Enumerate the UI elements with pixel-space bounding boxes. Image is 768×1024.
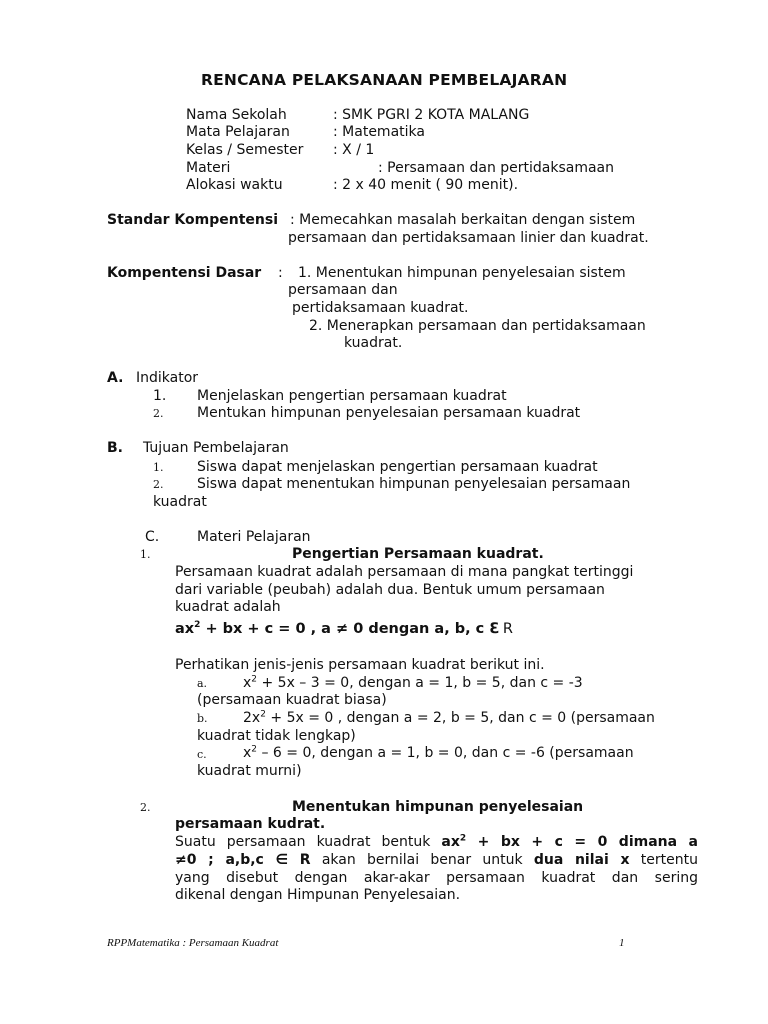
example-equation [243,745,634,762]
identity-value: : Persamaan dan pertidaksamaan [378,160,615,176]
paragraph-line: dari variable (peubah) adalah dua. Bentuk umum persamaan [175,582,605,598]
paragraph-line: yang disebut dengan akar-akar persamaan kuadrat dan sering [175,870,698,886]
inline-formula: ≠0 ; a,b,c ∈ R [175,852,311,868]
equation-part: 2x [243,710,261,726]
list-number: 2. [153,407,164,420]
equation-exponent: 2 [251,674,258,685]
footer-text: RPPMatematika : Persamaan Kuadrat [107,937,279,949]
identity-value: : SMK PGRI 2 KOTA MALANG [333,107,530,123]
section-letter: A. [107,370,124,386]
list-number: 1. [153,388,167,404]
formula-part: ax [175,621,195,637]
kompetensi-text: persamaan dan [288,282,398,298]
formula-part: + bx + c = 0 dimana a [466,834,698,850]
list-item: Siswa dapat menentukan himpunan penyelesaian persamaan [197,476,631,492]
list-item: Mentukan himpunan penyelesaian persamaan kuadrat [197,405,581,421]
list-number: 1. [153,461,164,474]
kompetensi-text: pertidaksamaan kuadrat. [292,300,469,316]
subsection-title: Pengertian Persamaan kuadrat. [292,546,544,562]
example-letter: b. [197,712,208,725]
kompetensi-text: 1. Menentukan himpunan penyelesaian sistem [298,265,626,281]
text-run: akan bernilai benar untuk [321,852,523,868]
identity-label: Nama Sekolah [186,107,287,123]
list-item: Siswa dapat menjelaskan pengertian persamaan kuadrat [197,459,598,475]
identity-value: : Matematika [333,124,425,140]
identity-value: : 2 x 40 menit ( 90 menit). [333,177,519,193]
example-continuation: (persamaan kuadrat biasa) [197,692,387,708]
paragraph-line [175,834,698,851]
identity-value: : X / 1 [333,142,375,158]
page-number: 1 [619,937,625,949]
subsection-number: 2. [140,801,151,814]
example-letter: a. [197,677,208,690]
subsection-title: persamaan kudrat. [175,816,326,832]
equation-part: + 5x = 0 , dengan a = 2, b = 5, dan c = 0 (persamaan [265,710,655,726]
text-run: dua nilai x [533,852,630,868]
paragraph-line: dikenal dengan Himpunan Penyelesaian. [175,887,461,903]
formula-part: R [498,621,513,637]
example-equation [243,710,655,727]
kompetensi-text: kuadrat. [344,335,403,351]
example-letter: c. [197,748,207,761]
formula-part: + bx + c = 0 , a ≠ 0 dengan a, b, c [200,621,490,637]
identity-label: Alokasi waktu [186,177,283,193]
example-continuation: kuadrat murni) [197,763,302,779]
example-continuation: kuadrat tidak lengkap) [197,728,356,744]
text-run: tertentu [640,852,698,868]
list-item-continuation: kuadrat [153,494,207,510]
formula-exponent: 2 [194,620,201,631]
example-equation [243,675,583,692]
paragraph-line [175,852,698,869]
kompetensi-label: Kompentensi Dasar [107,265,262,281]
kompetensi-text: 2. Menerapkan persamaan dan pertidaksamaan [309,318,646,334]
equation-part: x [243,675,252,691]
section-heading: Tujuan Pembelajaran [143,440,289,456]
standar-text: : Memecahkan masalah berkaitan dengan sistem [290,212,636,228]
standar-label: Standar Kompentensi [107,212,279,228]
section-heading: Materi Pelajaran [197,529,311,545]
paragraph-line: Perhatikan jenis-jenis persamaan kuadrat berikut ini. [175,657,545,673]
equation-part: – 6 = 0, dengan a = 1, b = 0, dan c = -6 (persamaan [257,745,634,761]
formula-part: ax [441,834,460,850]
section-letter: C. [145,529,160,545]
equation-part: x [243,745,252,761]
element-of-symbol: ℇ [489,621,499,637]
inline-formula [441,834,698,850]
identity-label: Kelas / Semester [186,142,304,158]
formula-exponent: 2 [459,833,467,844]
text-run: Suatu persamaan kuadrat bentuk [175,834,431,850]
standar-text: persamaan dan pertidaksamaan linier dan kuadrat. [288,230,649,246]
section-heading: Indikator [136,370,199,386]
page-title: RENCANA PELAKSANAAN PEMBELAJARAN [201,71,568,89]
subsection-number: 1. [140,548,151,561]
equation-exponent: 2 [260,709,266,720]
identity-label: Mata Pelajaran [186,124,290,140]
equation-part: + 5x – 3 = 0, dengan a = 1, b = 5, dan c = -3 [257,675,583,691]
general-form-formula [175,621,513,638]
paragraph-line: kuadrat adalah [175,599,281,615]
section-letter: B. [107,440,123,456]
subsection-title: Menentukan himpunan penyelesaian [292,799,584,815]
paragraph-line: Persamaan kuadrat adalah persamaan di mana pangkat tertinggi [175,564,634,580]
list-item: Menjelaskan pengertian persamaan kuadrat [197,388,507,404]
identity-label: Materi [186,160,231,176]
list-number: 2. [153,478,164,491]
kompetensi-colon: : [278,265,283,281]
equation-exponent: 2 [251,744,258,755]
